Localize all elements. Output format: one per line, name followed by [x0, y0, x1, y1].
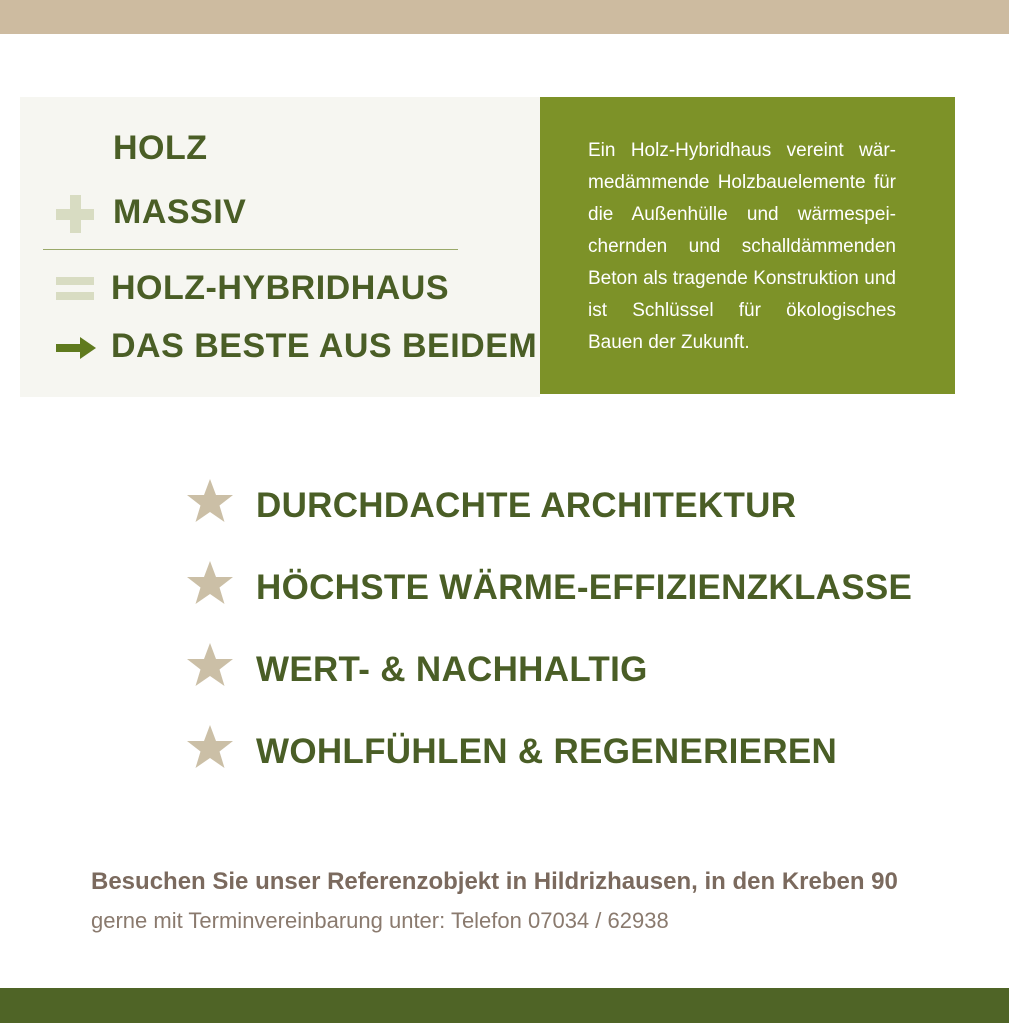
arrow-right-icon	[56, 337, 96, 359]
feature-label: HÖCHSTE WÄRME-EFFIZIENZKLASSE	[256, 568, 913, 607]
equation-result: HOLZ-HYBRIDHAUS	[111, 269, 450, 307]
equation-massiv: MASSIV	[113, 193, 247, 231]
feature-label: WERT- & NACHHALTIG	[256, 650, 648, 689]
feature-item	[187, 724, 907, 784]
footer-contact-text: gerne mit Terminvereinbarung unter: Telefon 07034 / 62938	[91, 908, 669, 933]
feature-item	[187, 560, 913, 620]
top-decor-bar	[0, 0, 1009, 34]
star-icon	[187, 642, 233, 688]
description-text: Ein Holz-Hybridhaus vereint wärmedämmende Holzbauelemente für die Außenhülle und wärmespeichernden und schalldämmenden Beton als tragende Konstruktion und ist Schlüssel für ökologisches Bauen der Zukunft.	[588, 140, 896, 353]
equation-holz: HOLZ	[113, 129, 208, 167]
star-icon	[187, 724, 233, 770]
equals-icon	[56, 277, 94, 301]
feature-label: WOHLFÜHLEN & REGENERIEREN	[256, 732, 838, 771]
feature-label: DURCHDACHTE ARCHITEKTUR	[256, 486, 797, 525]
star-icon	[187, 478, 233, 524]
feature-item	[187, 478, 907, 538]
equation-panel	[20, 97, 540, 397]
footer-visit-text: Besuchen Sie unser Referenzobjekt in Hildrizhausen, in den Kreben 90	[91, 868, 898, 895]
bottom-decor-bar	[0, 988, 1009, 1023]
equation-conclusion: DAS BESTE AUS BEIDEM	[111, 327, 538, 365]
feature-item	[187, 642, 907, 702]
equation-divider	[43, 249, 458, 250]
plus-icon	[56, 195, 94, 233]
description-box	[540, 97, 955, 394]
star-icon	[187, 560, 233, 606]
